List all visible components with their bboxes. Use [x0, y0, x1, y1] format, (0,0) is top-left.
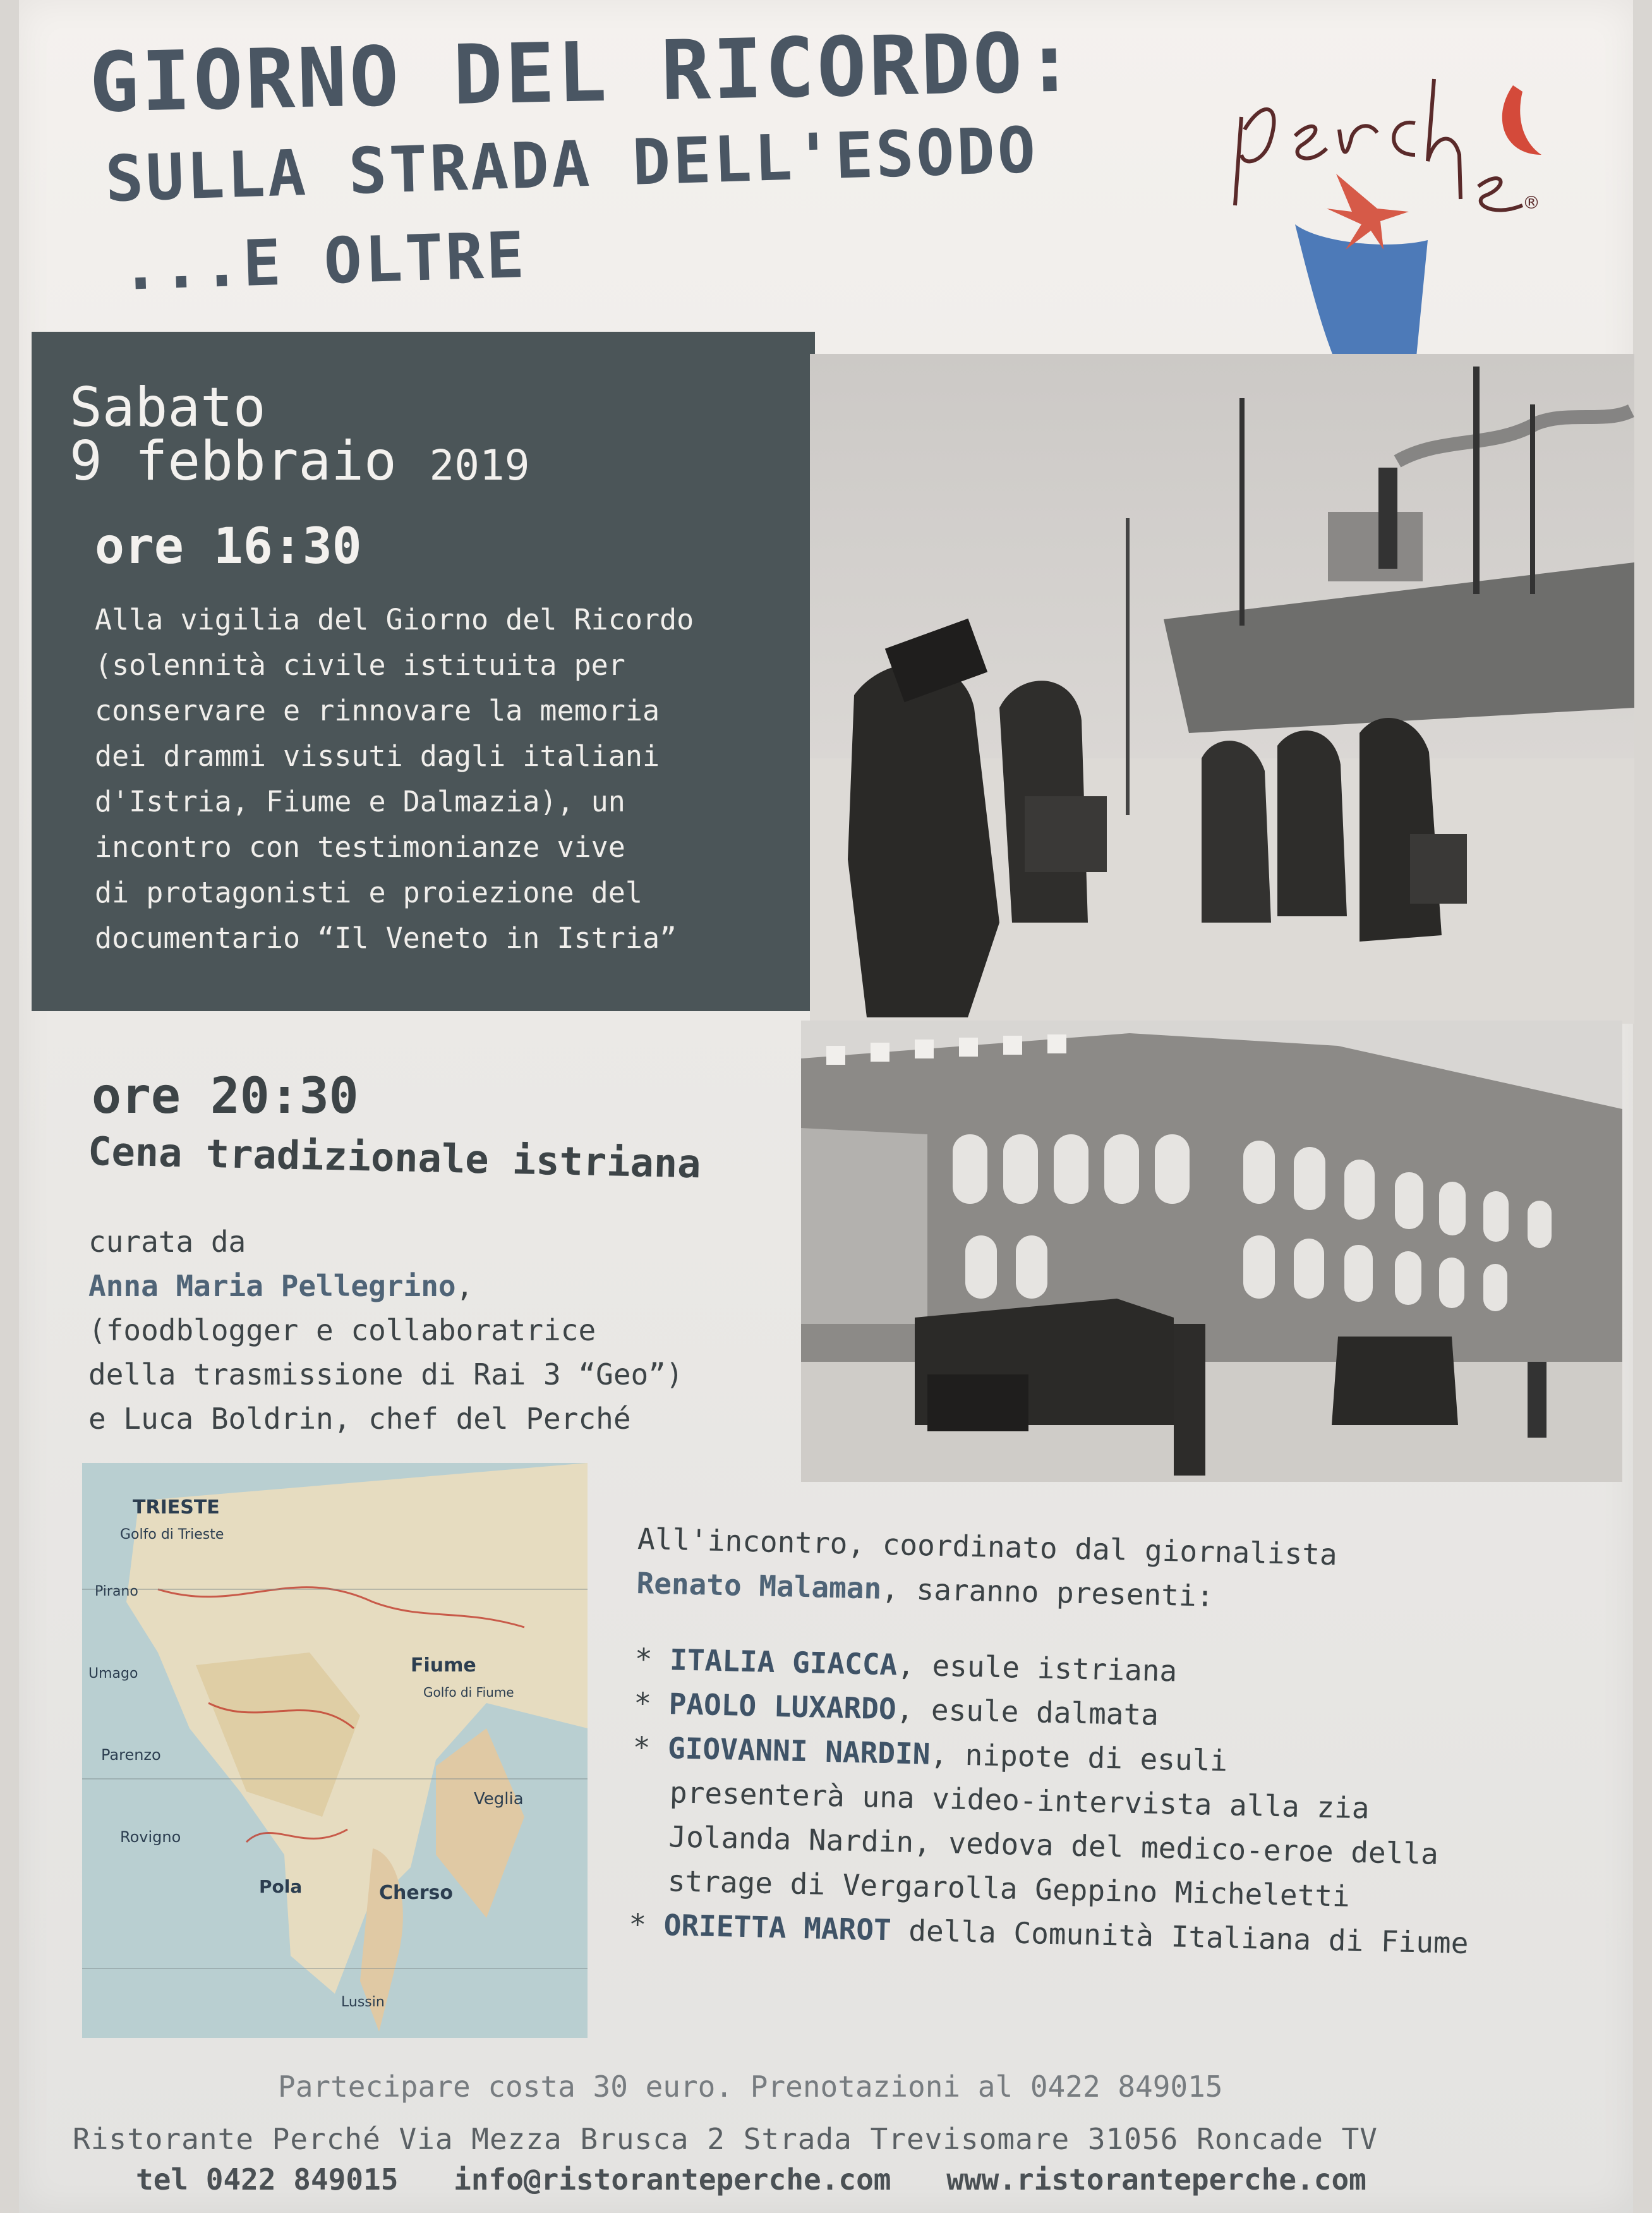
dinner-credits	[88, 1220, 684, 1441]
pola-arena-photo	[801, 1021, 1622, 1482]
perche-logo-graphic	[1226, 60, 1579, 389]
afternoon-line: incontro con testimonianze vive	[95, 830, 625, 864]
svg-text:Golfo di Trieste: Golfo di Trieste	[120, 1527, 224, 1543]
guest-list	[629, 1517, 1478, 1965]
curated-suffix: ,	[455, 1269, 474, 1303]
exodus-ship-photo	[810, 354, 1634, 1024]
title-line-2: SULLA STRADA DELL'ESODO	[104, 112, 1039, 216]
afternoon-time: ore 16:30	[95, 518, 362, 575]
guest-role: , esule istriana	[896, 1647, 1178, 1689]
evening-time: ore 20:30	[92, 1068, 359, 1125]
guest-name: ORIETTA MAROT	[663, 1908, 892, 1948]
guest-name: PAOLO LUXARDO	[668, 1687, 897, 1726]
bullet: *	[628, 1907, 647, 1942]
guest-role: , nipote di esuli	[929, 1737, 1228, 1778]
guest-detail: presenterà una video-intervista alla zia	[669, 1775, 1370, 1826]
svg-text:Fiume: Fiume	[411, 1654, 476, 1676]
event-date	[69, 430, 530, 493]
afternoon-line: (solennità civile istituita per	[95, 648, 625, 682]
evening-title: Cena tradizionale istriana	[87, 1128, 702, 1187]
guest-detail: strage di Vergarolla Geppino Micheletti	[667, 1864, 1351, 1913]
bullet: *	[633, 1685, 652, 1721]
svg-text:Pola: Pola	[259, 1876, 303, 1897]
email-link: info@ristoranteperche.com	[454, 2162, 891, 2197]
title-line-3: ...E OLTRE	[120, 217, 528, 305]
svg-text:TRIESTE: TRIESTE	[133, 1496, 220, 1519]
svg-text:Rovigno: Rovigno	[120, 1828, 181, 1846]
guest-name: ITALIA GIACCA	[669, 1642, 898, 1682]
moderator-name: Renato Malaman	[636, 1565, 882, 1606]
event-year: 2019	[429, 441, 530, 490]
perche-logo	[1226, 60, 1579, 389]
svg-text:Cherso: Cherso	[379, 1882, 453, 1904]
dinner-credit-line	[88, 1220, 684, 1308]
afternoon-line: d'Istria, Fiume e Dalmazia), un	[95, 785, 625, 818]
dinner-credit-line: e Luca Boldrin, chef del Perché	[88, 1402, 631, 1436]
svg-text:Parenzo: Parenzo	[101, 1746, 161, 1764]
svg-text:Lussin: Lussin	[341, 1994, 385, 2010]
event-date-text: 9 febbraio	[69, 430, 397, 493]
guest-detail: Jolanda Nardin, vedova del medico-eroe della	[668, 1819, 1439, 1871]
afternoon-line: documentario “Il Veneto in Istria”	[95, 921, 677, 955]
istria-map	[82, 1463, 588, 2038]
contact-line	[136, 2162, 1404, 2197]
phone-number: tel 0422 849015	[136, 2162, 399, 2197]
svg-text:®: ®	[1522, 192, 1540, 213]
guests-intro-rest: , saranno presenti:	[881, 1571, 1214, 1613]
afternoon-line: di protagonisti e proiezione del	[95, 876, 642, 909]
afternoon-description	[95, 597, 809, 961]
afternoon-line: conservare e rinnovare la memoria	[95, 694, 660, 727]
guest-role: della Comunità Italiana di Fiume	[891, 1913, 1469, 1960]
bullet: *	[632, 1730, 651, 1765]
guests-intro: All'incontro, coordinato dal giornalista	[637, 1521, 1338, 1572]
svg-text:Umago: Umago	[88, 1666, 138, 1682]
website-link: www.ristoranteperche.com	[946, 2162, 1366, 2197]
dinner-credit-line: (foodblogger e collaboratrice	[88, 1313, 596, 1347]
guest-role: , esule dalmata	[896, 1692, 1159, 1732]
event-day: Sabato	[69, 376, 266, 439]
afternoon-line: dei drammi vissuti dagli italiani	[95, 739, 660, 773]
afternoon-line: Alla vigilia del Giorno del Ricordo	[95, 603, 694, 636]
svg-text:Veglia: Veglia	[474, 1790, 524, 1809]
svg-text:Pirano: Pirano	[95, 1584, 138, 1599]
title-line-1: GIORNO DEL RICORDO:	[88, 14, 1078, 131]
curated-prefix: curata da	[88, 1225, 246, 1259]
price-info: Partecipare costa 30 euro. Prenotazioni al 0422 849015	[278, 2070, 1223, 2104]
bullet: *	[634, 1641, 653, 1676]
restaurant-address: Ristorante Perché Via Mezza Brusca 2 Strada Trevisomare 31056 Roncade TV	[73, 2122, 1378, 2156]
guest-name: GIOVANNI NARDIN	[667, 1731, 931, 1771]
dinner-credit-line: della trasmissione di Rai 3 “Geo”)	[88, 1357, 684, 1391]
curated-name: Anna Maria Pellegrino	[88, 1269, 456, 1303]
svg-text:Golfo di Fiume: Golfo di Fiume	[423, 1685, 514, 1700]
